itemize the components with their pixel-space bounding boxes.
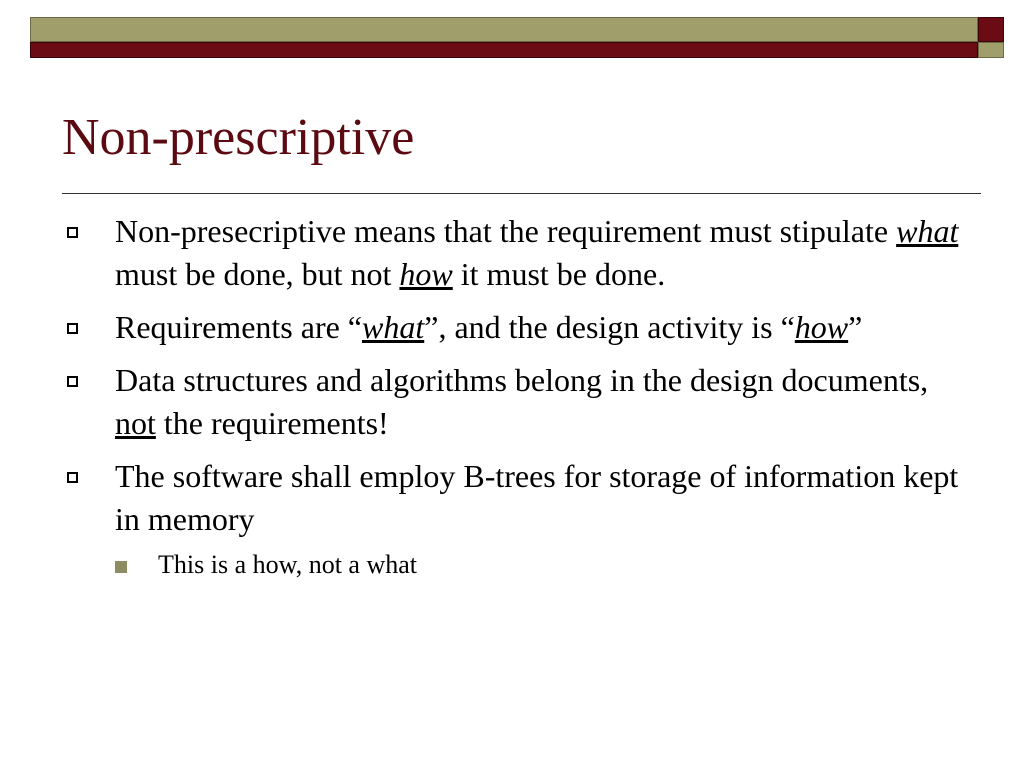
header-bar-maroon xyxy=(30,42,978,58)
header-bar-olive xyxy=(30,17,978,42)
corner-square-olive xyxy=(978,42,1004,58)
bullet-list xyxy=(62,210,962,593)
title-divider xyxy=(62,193,981,194)
sub-bullet-1-text: This is a how, not a what xyxy=(158,550,417,579)
corner-square-maroon xyxy=(978,17,1004,42)
bullet-1-text: Non-presecriptive means that the requirement must stipulate what must be done, but not how it must be done. xyxy=(115,213,959,292)
bullet-item-1 xyxy=(62,210,962,296)
bullet-2-text: Requirements are “what”, and the design activity is “how” xyxy=(115,309,863,345)
bullet-item-3 xyxy=(62,359,962,445)
bullet-4-text: The software shall employ B-trees for storage of information kept in memory xyxy=(115,458,959,537)
slide-title: Non-prescriptive xyxy=(62,109,415,166)
hollow-square-bullet-icon xyxy=(67,323,78,334)
bullet-item-4 xyxy=(62,455,962,583)
hollow-square-bullet-icon xyxy=(67,227,78,238)
hollow-square-bullet-icon xyxy=(67,376,78,387)
sub-bullet-list xyxy=(110,547,962,583)
hollow-square-bullet-icon xyxy=(67,472,78,483)
bullet-3-text: Data structures and algorithms belong in the design documents, not the requirements! xyxy=(115,362,929,441)
sub-bullet-item-1 xyxy=(110,547,962,583)
filled-square-bullet-icon xyxy=(115,561,127,573)
bullet-item-2 xyxy=(62,306,962,349)
